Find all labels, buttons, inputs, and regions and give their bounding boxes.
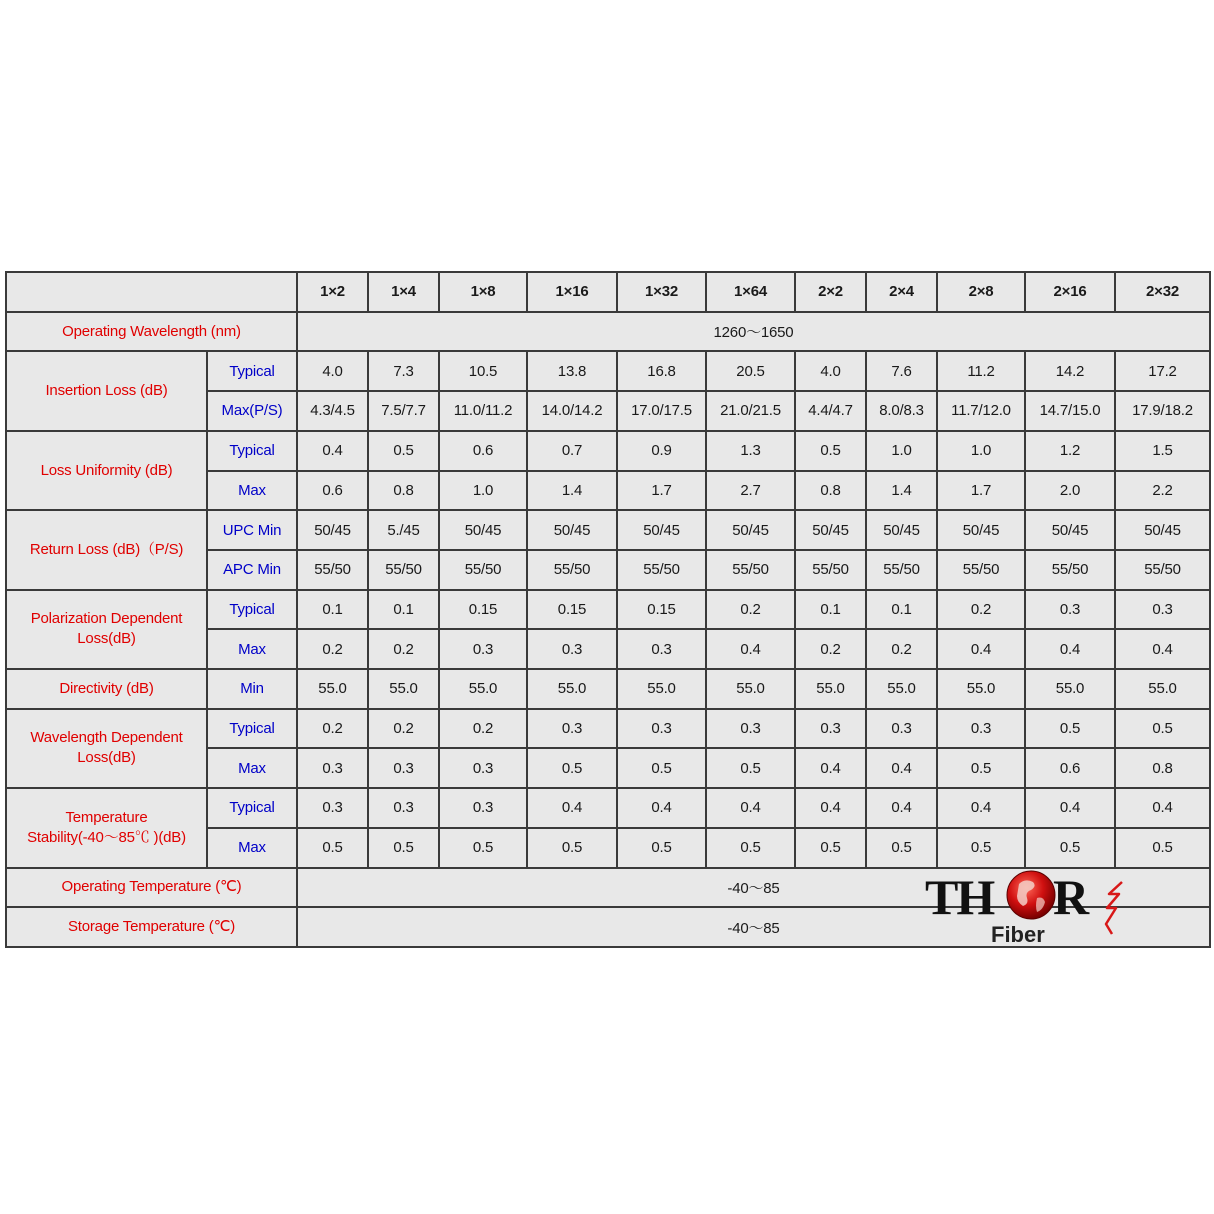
table-cell: 50/45 [297, 510, 368, 550]
table-cell: 0.5 [706, 828, 795, 868]
table-cell: 17.2 [1115, 351, 1210, 391]
sub-label-max: Max [207, 629, 297, 669]
return-loss-label: Return Loss (dB)（P/S) [6, 510, 207, 589]
table-cell: 55.0 [1025, 669, 1115, 709]
table-cell: 50/45 [937, 510, 1025, 550]
pdl-label-line2: Loss(dB) [77, 630, 136, 648]
temp-stability-typical-row [6, 788, 1210, 828]
table-cell: 8.0/8.3 [866, 391, 937, 431]
table-cell: 0.4 [937, 629, 1025, 669]
table-cell: 0.5 [866, 828, 937, 868]
table-cell: 1.0 [439, 471, 527, 511]
header-cell: 2×2 [795, 272, 866, 312]
table-cell: 55/50 [439, 550, 527, 590]
table-cell: 55.0 [297, 669, 368, 709]
sub-label-max: Max(P/S) [207, 391, 297, 431]
table-cell: 0.5 [439, 828, 527, 868]
table-cell: 50/45 [866, 510, 937, 550]
wdl-label-line2: Loss(dB) [77, 749, 136, 767]
table-cell: 0.2 [706, 590, 795, 630]
table-cell: 0.3 [527, 629, 617, 669]
sub-label-apc-min: APC Min [207, 550, 297, 590]
table-cell: 7.5/7.7 [368, 391, 439, 431]
table-cell: 50/45 [706, 510, 795, 550]
table-cell: 55.0 [706, 669, 795, 709]
operating-temperature-label: Operating Temperature (℃) [6, 868, 297, 908]
table-cell: 0.4 [1025, 788, 1115, 828]
table-cell: 0.5 [937, 828, 1025, 868]
table-cell: 0.15 [439, 590, 527, 630]
table-cell: 0.4 [297, 431, 368, 471]
table-cell: 0.3 [439, 629, 527, 669]
table-cell: 55.0 [1115, 669, 1210, 709]
sub-label-max: Max [207, 748, 297, 788]
sub-label-typical: Typical [207, 590, 297, 630]
table-cell: 55.0 [439, 669, 527, 709]
table-cell: 16.8 [617, 351, 706, 391]
table-cell: 13.8 [527, 351, 617, 391]
table-cell: 0.2 [368, 709, 439, 749]
table-cell: 0.3 [1025, 590, 1115, 630]
table-cell: 0.15 [617, 590, 706, 630]
table-cell: 14.0/14.2 [527, 391, 617, 431]
table-cell: 0.4 [617, 788, 706, 828]
table-cell: 55/50 [706, 550, 795, 590]
table-cell: 50/45 [527, 510, 617, 550]
sub-label-min: Min [207, 669, 297, 709]
sub-label-typical: Typical [207, 788, 297, 828]
table-cell: 0.4 [706, 629, 795, 669]
table-cell: 55/50 [1025, 550, 1115, 590]
header-cell: 2×32 [1115, 272, 1210, 312]
table-cell: 17.9/18.2 [1115, 391, 1210, 431]
table-cell: 1.0 [937, 431, 1025, 471]
table-cell: 0.5 [1025, 709, 1115, 749]
table-cell: 0.4 [1025, 629, 1115, 669]
table-cell: 55/50 [937, 550, 1025, 590]
temp-stability-label-line1: Temperature [65, 808, 148, 826]
table-cell: 0.5 [368, 828, 439, 868]
table-cell: 0.4 [706, 788, 795, 828]
storage-temperature-value: -40～85 [297, 907, 1210, 947]
table-cell: 0.6 [297, 471, 368, 511]
table-cell: 4.0 [795, 351, 866, 391]
table-cell: 0.3 [297, 788, 368, 828]
table-cell: 1.2 [1025, 431, 1115, 471]
table-cell: 1.5 [1115, 431, 1210, 471]
table-cell: 0.3 [866, 709, 937, 749]
table-cell: 0.3 [706, 709, 795, 749]
operating-temperature-value: -40～85 [297, 868, 1210, 908]
table-cell: 0.4 [1115, 788, 1210, 828]
table-cell: 0.8 [795, 471, 866, 511]
table-cell: 0.6 [439, 431, 527, 471]
table-cell: 4.0 [297, 351, 368, 391]
table-cell: 0.1 [795, 590, 866, 630]
table-cell: 0.4 [795, 788, 866, 828]
sub-label-typical: Typical [207, 431, 297, 471]
table-cell: 50/45 [1115, 510, 1210, 550]
table-cell: 1.4 [527, 471, 617, 511]
table-cell: 0.8 [1115, 748, 1210, 788]
svg-text:TH: TH [925, 869, 994, 925]
wdl-label-line1: Wavelength Dependent [30, 729, 183, 747]
table-cell: 2.0 [1025, 471, 1115, 511]
table-cell: 17.0/17.5 [617, 391, 706, 431]
table-cell: 55.0 [617, 669, 706, 709]
table-cell: 14.2 [1025, 351, 1115, 391]
table-cell: 2.7 [706, 471, 795, 511]
table-cell: 1.0 [866, 431, 937, 471]
table-cell: 50/45 [795, 510, 866, 550]
table-cell: 0.5 [706, 748, 795, 788]
table-cell: 0.9 [617, 431, 706, 471]
table-cell: 0.5 [368, 431, 439, 471]
table-cell: 50/45 [617, 510, 706, 550]
wdl-typical-row [6, 709, 1210, 749]
table-cell: 50/45 [1025, 510, 1115, 550]
wdl-label [6, 709, 207, 788]
table-cell: 0.4 [866, 748, 937, 788]
table-cell: 0.2 [937, 590, 1025, 630]
table-cell: 55.0 [795, 669, 866, 709]
header-cell: 2×8 [937, 272, 1025, 312]
table-cell: 55/50 [297, 550, 368, 590]
table-cell: 0.5 [1025, 828, 1115, 868]
table-cell: 0.4 [795, 748, 866, 788]
table-cell: 0.3 [1115, 590, 1210, 630]
sub-label-upc-min: UPC Min [207, 510, 297, 550]
table-cell: 0.3 [795, 709, 866, 749]
table-cell: 0.4 [937, 788, 1025, 828]
table-cell: 11.0/11.2 [439, 391, 527, 431]
table-cell: 0.5 [297, 828, 368, 868]
table-cell: 0.2 [297, 629, 368, 669]
table-cell: 0.5 [527, 748, 617, 788]
temp-stability-label-line2: Stability(-40～85℃ )(dB) [27, 828, 186, 846]
pdl-label-line1: Polarization Dependent [30, 610, 183, 628]
spec-table [5, 271, 1211, 948]
directivity-label: Directivity (dB) [6, 669, 207, 709]
pdl-typical-row [6, 590, 1210, 630]
table-cell: 0.6 [1025, 748, 1115, 788]
header-cell: 1×8 [439, 272, 527, 312]
table-cell: 1.4 [866, 471, 937, 511]
corner-cell [6, 272, 297, 312]
insertion-loss-label: Insertion Loss (dB) [6, 351, 207, 430]
table-cell: 0.15 [527, 590, 617, 630]
table-cell: 0.2 [297, 709, 368, 749]
table-cell: 0.3 [617, 709, 706, 749]
svg-text:R: R [1053, 869, 1088, 925]
table-cell: 0.5 [527, 828, 617, 868]
table-cell: 4.3/4.5 [297, 391, 368, 431]
table-cell: 0.4 [866, 788, 937, 828]
table-cell: 0.7 [527, 431, 617, 471]
table-cell: 0.4 [1115, 629, 1210, 669]
table-cell: 55/50 [527, 550, 617, 590]
table-cell: 7.6 [866, 351, 937, 391]
operating-wavelength-label: Operating Wavelength (nm) [6, 312, 297, 352]
table-cell: 0.5 [795, 431, 866, 471]
table-cell: 21.0/21.5 [706, 391, 795, 431]
table-cell: 0.5 [617, 828, 706, 868]
table-cell: 0.3 [937, 709, 1025, 749]
table-cell: 55.0 [368, 669, 439, 709]
table-cell: 2.2 [1115, 471, 1210, 511]
sub-label-typical: Typical [207, 351, 297, 391]
table-cell: 5./45 [368, 510, 439, 550]
operating-wavelength-row [6, 312, 1210, 352]
table-cell: 7.3 [368, 351, 439, 391]
header-cell: 1×2 [297, 272, 368, 312]
header-row [6, 272, 1210, 312]
table-cell: 4.4/4.7 [795, 391, 866, 431]
header-cell: 2×16 [1025, 272, 1115, 312]
table-cell: 1.7 [937, 471, 1025, 511]
table-cell: 55/50 [795, 550, 866, 590]
table-cell: 55.0 [527, 669, 617, 709]
table-cell: 0.3 [297, 748, 368, 788]
table-cell: 0.3 [617, 629, 706, 669]
table-cell: 0.5 [937, 748, 1025, 788]
table-cell: 0.2 [795, 629, 866, 669]
table-cell: 0.3 [527, 709, 617, 749]
table-cell: 0.1 [866, 590, 937, 630]
table-cell: 0.1 [297, 590, 368, 630]
table-cell: 0.4 [527, 788, 617, 828]
table-cell: 0.5 [617, 748, 706, 788]
table-cell: 20.5 [706, 351, 795, 391]
table-cell: 0.3 [439, 748, 527, 788]
spec-table-panel [5, 271, 1209, 948]
table-cell: 0.5 [795, 828, 866, 868]
table-cell: 1.7 [617, 471, 706, 511]
table-cell: 0.5 [1115, 709, 1210, 749]
return-loss-upc-row [6, 510, 1210, 550]
table-cell: 55/50 [866, 550, 937, 590]
table-cell: 0.2 [368, 629, 439, 669]
sub-label-max: Max [207, 471, 297, 511]
table-cell: 55.0 [937, 669, 1025, 709]
table-cell: 0.2 [866, 629, 937, 669]
svg-text:Fiber: Fiber [991, 922, 1045, 946]
sub-label-max: Max [207, 828, 297, 868]
header-cell: 1×16 [527, 272, 617, 312]
table-cell: 55.0 [866, 669, 937, 709]
table-cell: 10.5 [439, 351, 527, 391]
thor-fiber-logo-graphic [925, 868, 1140, 946]
table-cell: 0.8 [368, 471, 439, 511]
insertion-loss-typical-row [6, 351, 1210, 391]
loss-uniformity-label: Loss Uniformity (dB) [6, 431, 207, 510]
header-cell: 1×64 [706, 272, 795, 312]
table-cell: 11.2 [937, 351, 1025, 391]
header-cell: 2×4 [866, 272, 937, 312]
temp-stability-label [6, 788, 207, 867]
operating-wavelength-value: 1260～1650 [297, 312, 1210, 352]
table-cell: 0.2 [439, 709, 527, 749]
table-cell: 11.7/12.0 [937, 391, 1025, 431]
sub-label-typical: Typical [207, 709, 297, 749]
storage-temperature-label: Storage Temperature (℃) [6, 907, 297, 947]
table-cell: 55/50 [1115, 550, 1210, 590]
table-cell: 0.1 [368, 590, 439, 630]
table-cell: 0.3 [368, 748, 439, 788]
table-cell: 0.3 [368, 788, 439, 828]
header-cell: 1×32 [617, 272, 706, 312]
directivity-row [6, 669, 1210, 709]
table-cell: 1.3 [706, 431, 795, 471]
loss-uniformity-typical-row [6, 431, 1210, 471]
table-cell: 50/45 [439, 510, 527, 550]
table-cell: 55/50 [617, 550, 706, 590]
pdl-label [6, 590, 207, 669]
table-cell: 0.3 [439, 788, 527, 828]
table-cell: 55/50 [368, 550, 439, 590]
thor-fiber-logo [925, 868, 1140, 946]
header-cell: 1×4 [368, 272, 439, 312]
table-cell: 0.5 [1115, 828, 1210, 868]
table-cell: 14.7/15.0 [1025, 391, 1115, 431]
